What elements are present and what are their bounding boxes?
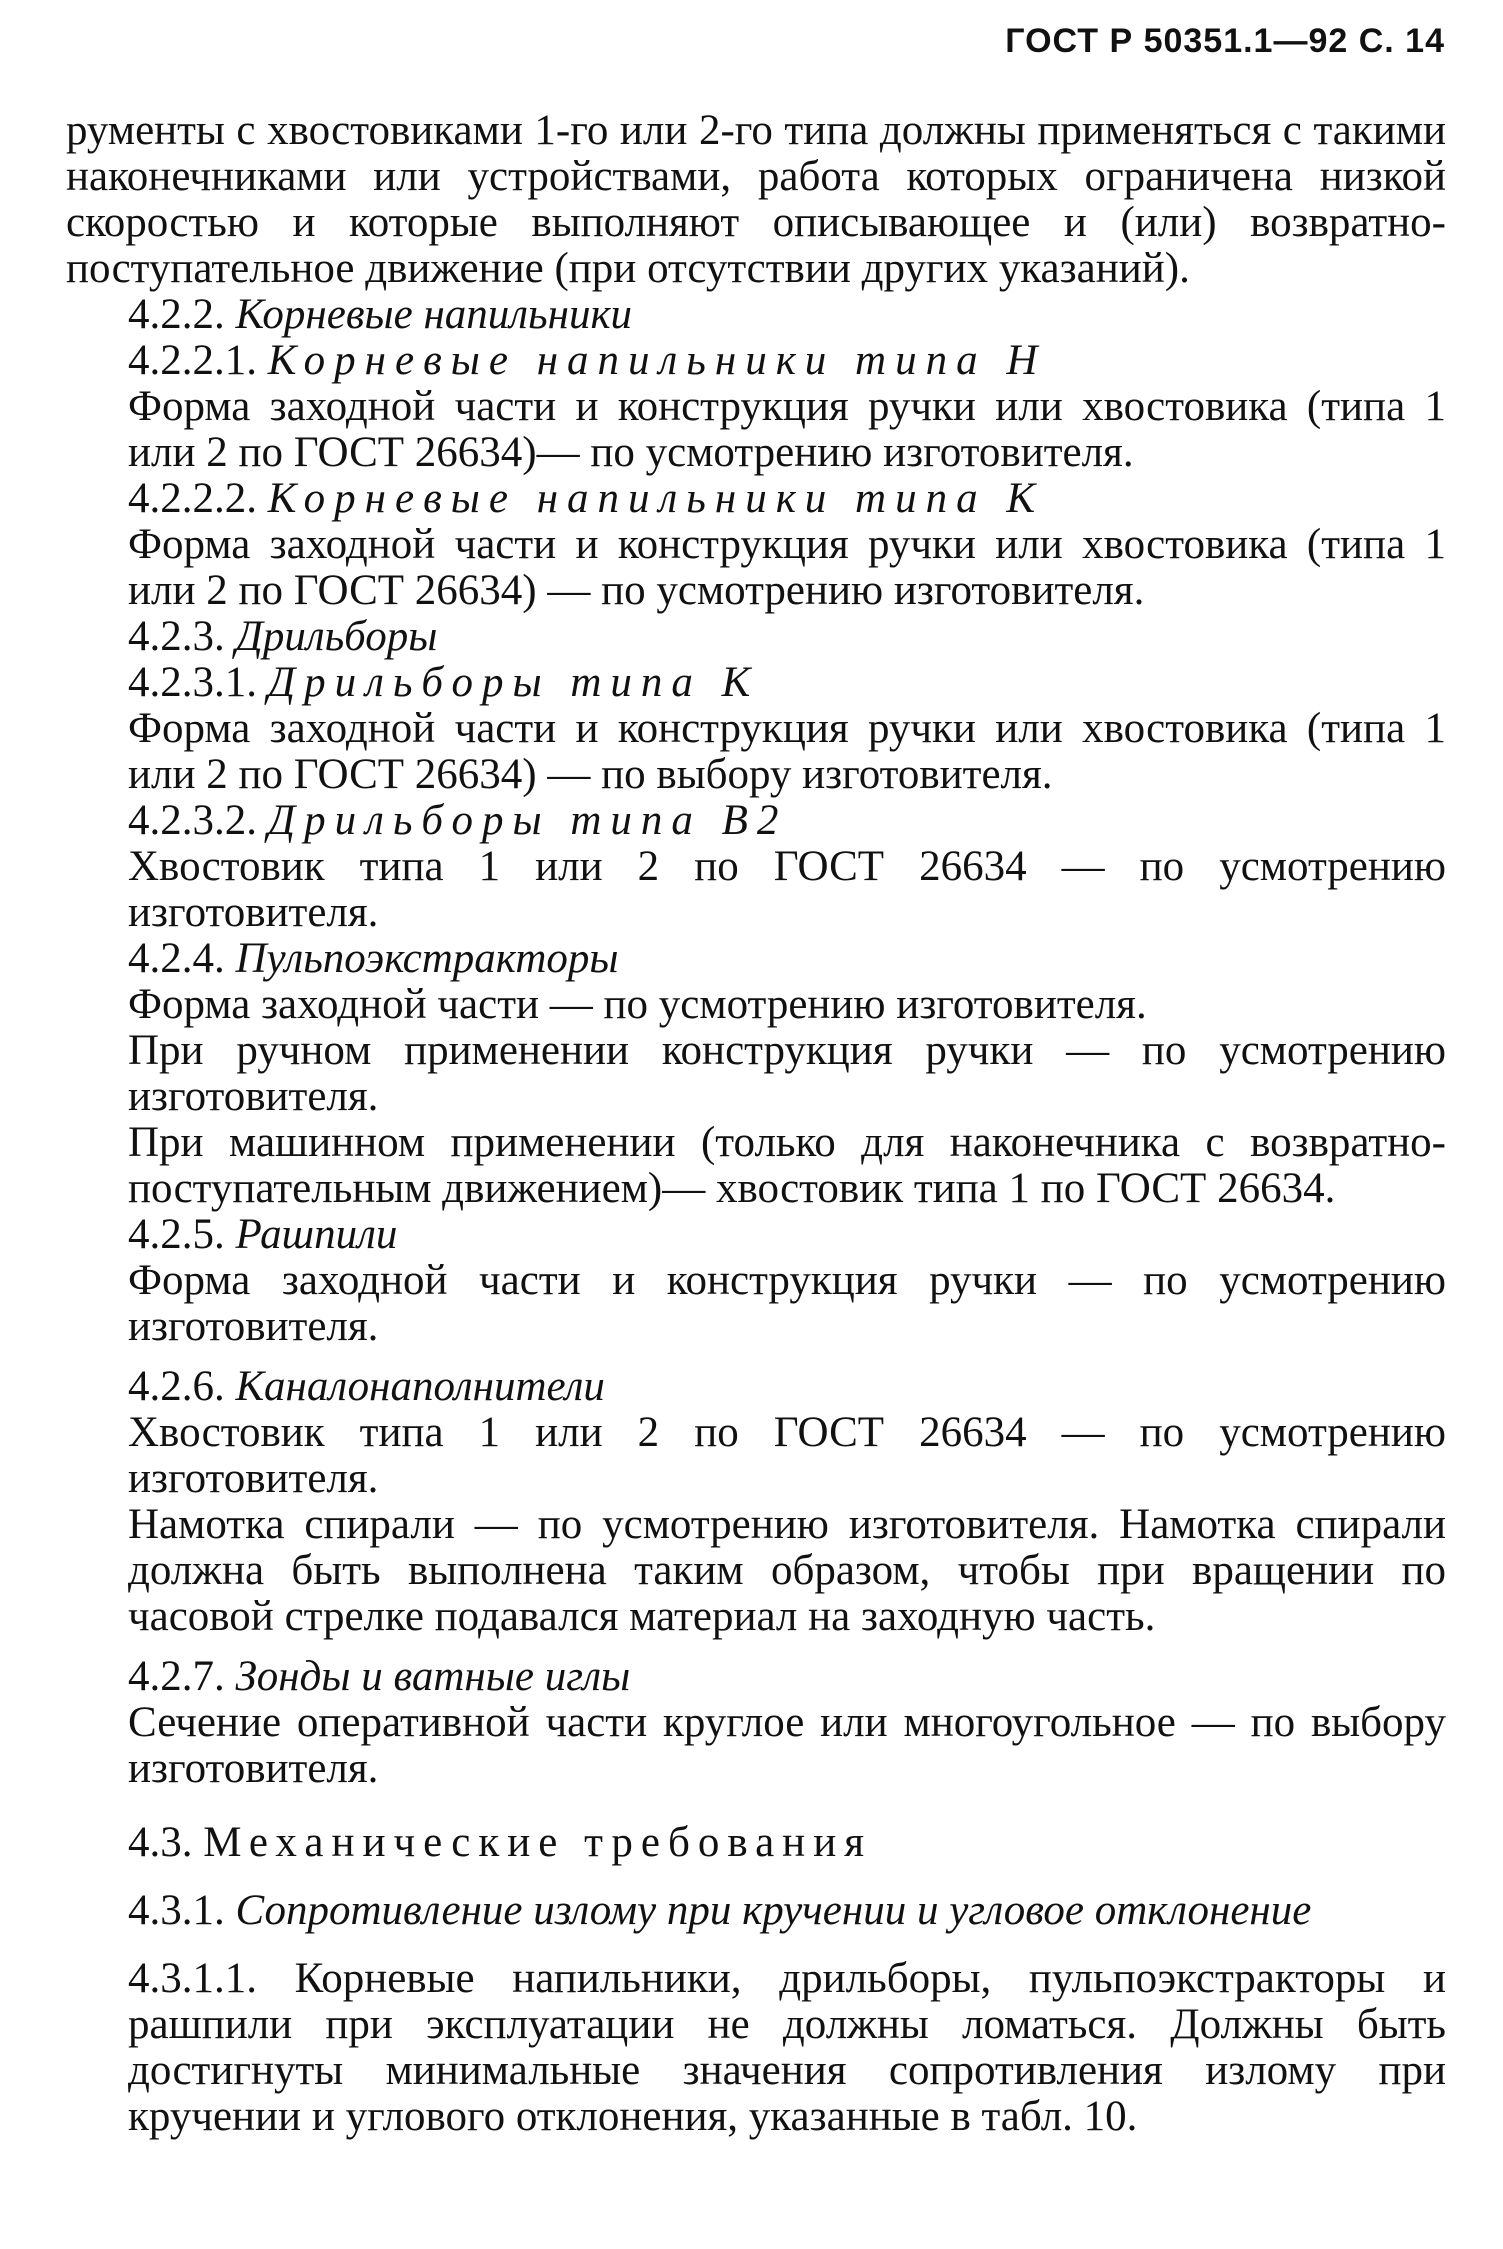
- heading-4-2-7: [66, 1654, 1446, 1700]
- section-title: Корневые напильники типа К: [267, 475, 1044, 522]
- heading-4-2-5: [66, 1212, 1446, 1258]
- heading-4-3: [66, 1820, 1446, 1866]
- section-title: Дрильборы: [235, 613, 438, 660]
- heading-4-2-3: [66, 614, 1446, 660]
- section-title: Рашпили: [235, 1211, 398, 1258]
- heading-4-2-3-2: [66, 798, 1446, 844]
- section-title: Корневые напильники: [235, 291, 633, 338]
- section-number: 4.3.1.: [128, 1887, 225, 1934]
- section-title: Дрильборы типа К: [267, 659, 760, 706]
- section-number: 4.2.2.: [128, 291, 225, 338]
- paragraph-4-2-2-2: Форма заходной части и конструкция ручки или хвостовика (типа 1 или 2 по ГОСТ 26634) — по усмотрению изготовителя.: [128, 521, 1446, 614]
- heading-4-2-4: [66, 936, 1446, 982]
- paragraph-continuation: рументы с хвостовиками 1-го или 2-го типа должны применяться с такими наконечниками или устройствами, работа которых ограничена низкой скоростью и которые выполняют описывающее и (или) возвратно-поступательное движение (при отсутствии других указаний).: [66, 107, 1446, 292]
- document-body: [66, 108, 1446, 2140]
- section-number: 4.2.2.1.: [128, 337, 257, 384]
- paragraph-4-2-3-1: Форма заходной части и конструкция ручки или хвостовика (типа 1 или 2 по ГОСТ 26634) — по выбору изготовителя.: [128, 705, 1446, 798]
- section-number: 4.2.3.: [128, 613, 225, 660]
- section-title: Корневые напильники типа Н: [267, 337, 1047, 384]
- paragraph-4-2-4-a: Форма заходной части — по усмотрению изготовителя.: [128, 981, 1147, 1028]
- paragraph-4-2-6-a: Хвостовик типа 1 или 2 по ГОСТ 26634 — по усмотрению изготовителя.: [128, 1409, 1446, 1502]
- section-title: Каналонаполнители: [235, 1363, 605, 1410]
- section-title: Дрильборы типа В2: [267, 797, 788, 844]
- section-title: Механические требования: [203, 1819, 872, 1866]
- section-number: 4.2.7.: [128, 1653, 225, 1700]
- section-number: 4.2.2.2.: [128, 475, 257, 522]
- heading-4-2-6: [66, 1364, 1446, 1410]
- section-number: 4.2.3.2.: [128, 797, 257, 844]
- section-number: 4.2.4.: [128, 935, 225, 982]
- section-number: 4.3.: [128, 1819, 193, 1866]
- section-number: 4.2.3.1.: [128, 659, 257, 706]
- paragraph-4-2-5: Форма заходной части и конструкция ручки — по усмотрению изготовителя.: [128, 1257, 1446, 1350]
- heading-4-2-3-1: [66, 660, 1446, 706]
- paragraph-4-2-4-c: При машинном применении (только для наконечника с возвратно-поступательным движением)— хвостовик типа 1 по ГОСТ 26634.: [128, 1119, 1446, 1212]
- section-number: 4.2.6.: [128, 1363, 225, 1410]
- section-number: 4.2.5.: [128, 1211, 225, 1258]
- paragraph-4-3-1-1: 4.3.1.1. Корневые напильники, дрильборы, пульпоэкстракторы и рашпили при эксплуатации не должны ломаться. Должны быть достигнуты минимальные значения сопротивления излому при кручении и углового отклонения, указанные в табл. 10.: [128, 1955, 1446, 2140]
- running-header: ГОСТ Р 50351.1—92 С. 14: [1005, 22, 1445, 60]
- section-title: Зонды и ватные иглы: [235, 1653, 631, 1700]
- heading-4-2-2-2: [66, 476, 1446, 522]
- section-title: Сопротивление излому при кручении и угловое отклонение: [235, 1887, 1312, 1934]
- heading-4-2-2: [66, 292, 1446, 338]
- paragraph-4-2-3-2: Хвостовик типа 1 или 2 по ГОСТ 26634 — по усмотрению изготовителя.: [128, 843, 1446, 936]
- paragraph-4-2-2-1: Форма заходной части и конструкция ручки или хвостовика (типа 1 или 2 по ГОСТ 26634)— по усмотрению изготовителя.: [128, 383, 1446, 476]
- section-title: Пульпоэкстракторы: [235, 935, 619, 982]
- paragraph-4-2-4-b: При ручном применении конструкция ручки — по усмотрению изготовителя.: [128, 1027, 1446, 1120]
- paragraph-4-2-7: Сечение оперативной части круглое или многоугольное — по выбору изготовителя.: [128, 1699, 1446, 1792]
- heading-4-2-2-1: [66, 338, 1446, 384]
- heading-4-3-1: [66, 1888, 1446, 1934]
- paragraph-4-2-6-b: Намотка спирали — по усмотрению изготовителя. Намотка спирали должна быть выполнена таким образом, чтобы при вращении по часовой стрелке подавался материал на заходную часть.: [128, 1501, 1446, 1640]
